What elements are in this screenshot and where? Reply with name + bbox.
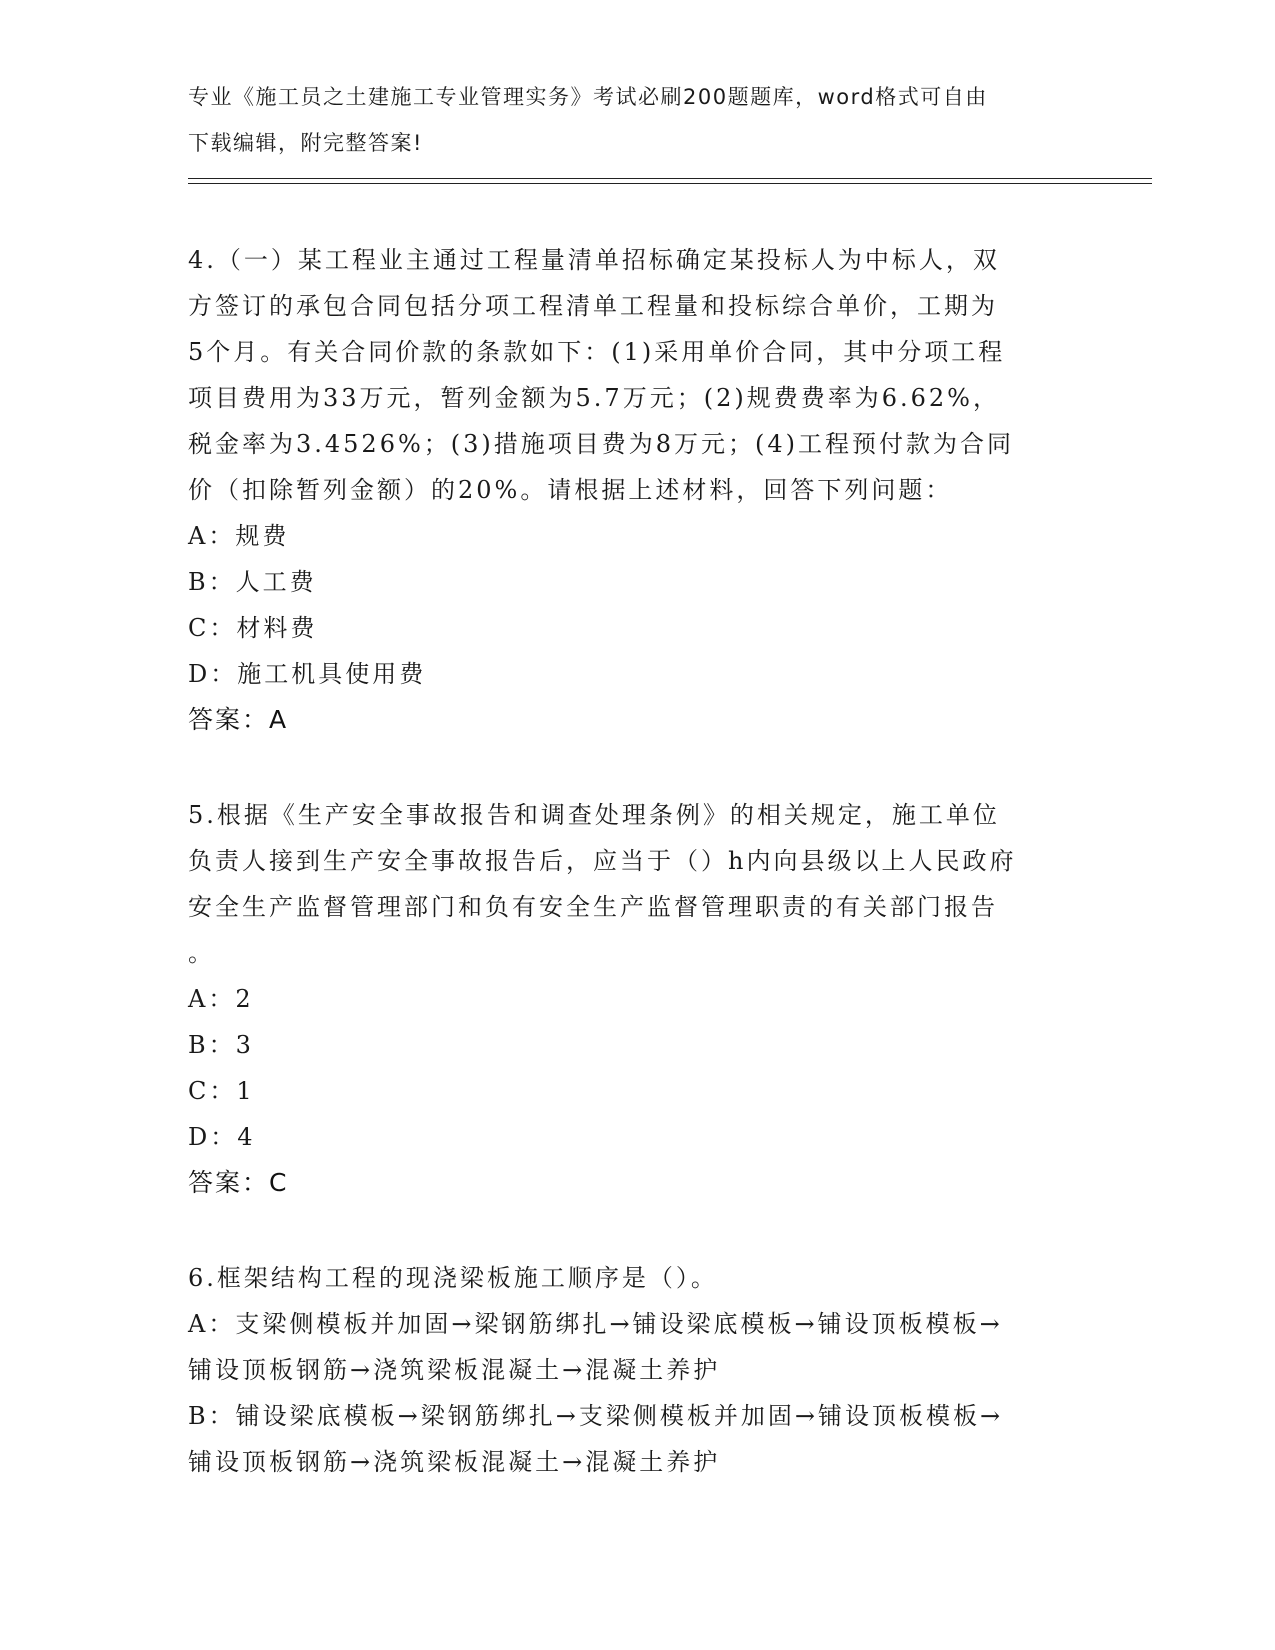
question-stem-line: 4.（一）某工程业主通过工程量清单招标确定某投标人为中标人，双 <box>188 246 1000 274</box>
option-c: C：1 <box>188 1077 255 1105</box>
option-c: C：材料费 <box>188 614 318 642</box>
question-4 <box>188 237 1088 743</box>
question-stem-line: 5.根据《生产安全事故报告和调查处理条例》的相关规定，施工单位 <box>188 801 1000 829</box>
document-header <box>188 74 1088 166</box>
header-line: 专业《施工员之土建施工专业管理实务》考试必刷200题题库，word格式可自由 <box>188 85 988 109</box>
option-b-continued: 铺设顶板钢筋→浇筑梁板混凝土→混凝土养护 <box>188 1448 721 1476</box>
question-stem-line: 6.框架结构工程的现浇梁板施工顺序是（）。 <box>188 1264 718 1292</box>
option-b: B：铺设梁底模板→梁钢筋绑扎→支梁侧模板并加固→铺设顶板模板→ <box>188 1402 1004 1430</box>
option-d: D：4 <box>188 1123 256 1151</box>
option-b: B：3 <box>188 1031 254 1059</box>
option-d: D：施工机具使用费 <box>188 660 427 688</box>
question-list <box>188 237 1088 1534</box>
question-stem-line: 项目费用为33万元，暂列金额为5.7万元；(2)规费费率为6.62%， <box>188 384 1000 412</box>
option-b: B：人工费 <box>188 568 317 596</box>
question-stem-line: 。 <box>188 939 215 967</box>
question-stem-line: 价（扣除暂列金额）的20%。请根据上述材料，回答下列问题： <box>188 476 953 504</box>
question-stem-line: 负责人接到生产安全事故报告后，应当于（）h内向县级以上人民政府 <box>188 847 1017 875</box>
option-a-continued: 铺设顶板钢筋→浇筑梁板混凝土→混凝土养护 <box>188 1356 721 1384</box>
option-a: A：规费 <box>188 522 290 550</box>
answer-label: 答案：C <box>188 1168 289 1197</box>
question-stem-line: 5个月。有关合同价款的条款如下：(1)采用单价合同，其中分项工程 <box>188 338 1006 366</box>
question-stem-line: 安全生产监督管理部门和负有安全生产监督管理职责的有关部门报告 <box>188 893 998 921</box>
question-stem-line: 方签订的承包合同包括分项工程清单工程量和投标综合单价，工期为 <box>188 292 998 320</box>
header-divider <box>188 178 1152 184</box>
question-5 <box>188 792 1088 1206</box>
answer-label: 答案：A <box>188 705 289 734</box>
option-a: A：支梁侧模板并加固→梁钢筋绑扎→铺设梁底模板→铺设顶板模板→ <box>188 1310 1003 1338</box>
option-a: A：2 <box>188 985 254 1013</box>
question-6 <box>188 1255 1088 1485</box>
header-line: 下载编辑，附完整答案! <box>188 131 423 155</box>
question-stem-line: 税金率为3.4526%；(3)措施项目费为8万元；(4)工程预付款为合同 <box>188 430 1015 458</box>
